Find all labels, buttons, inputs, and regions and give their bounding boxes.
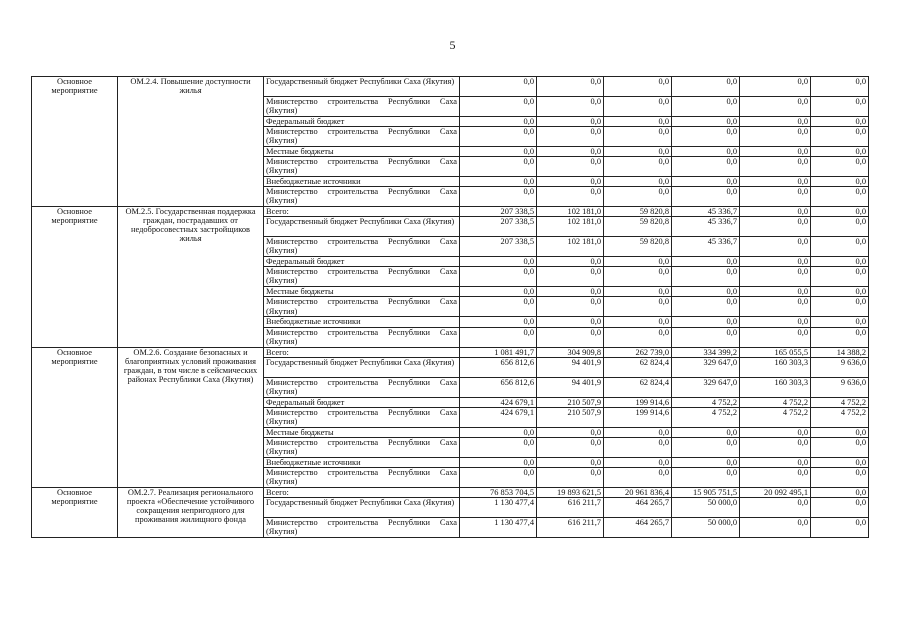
funding-source-cell: Государственный бюджет Республики Саха (Якутия) [264, 497, 460, 517]
table-row [32, 77, 869, 97]
amount-cell: 14 388,2 [811, 347, 869, 357]
amount-cell: 0,0 [460, 457, 537, 467]
amount-cell: 424 679,1 [460, 407, 537, 427]
amount-cell: 0,0 [672, 117, 740, 127]
amount-cell: 20 092 495,1 [740, 487, 811, 497]
amount-cell: 0,0 [811, 117, 869, 127]
amount-cell: 0,0 [740, 117, 811, 127]
amount-cell: 0,0 [537, 317, 604, 327]
amount-cell: 0,0 [740, 147, 811, 157]
amount-cell: 0,0 [811, 77, 869, 97]
event-type-cell: Основное мероприятие [32, 207, 118, 347]
amount-cell: 0,0 [740, 327, 811, 347]
amount-cell: 0,0 [811, 327, 869, 347]
amount-cell: 102 181,0 [537, 207, 604, 217]
amount-cell: 0,0 [811, 427, 869, 437]
amount-cell: 76 853 704,5 [460, 487, 537, 497]
amount-cell: 4 752,2 [811, 407, 869, 427]
funding-source-cell: Федеральный бюджет [264, 117, 460, 127]
amount-cell: 4 752,2 [811, 397, 869, 407]
amount-cell: 0,0 [811, 467, 869, 487]
amount-cell: 0,0 [537, 157, 604, 177]
amount-cell: 304 909,8 [537, 347, 604, 357]
event-type-cell: Основное мероприятие [32, 487, 118, 537]
funding-source-cell: Министерство строительства Республики Саха (Якутия) [264, 377, 460, 397]
funding-source-cell: Министерство строительства Республики Саха (Якутия) [264, 237, 460, 257]
amount-cell: 0,0 [672, 317, 740, 327]
amount-cell: 0,0 [604, 437, 672, 457]
amount-cell: 59 820,8 [604, 207, 672, 217]
funding-source-cell: Внебюджетные источники [264, 317, 460, 327]
amount-cell: 0,0 [460, 127, 537, 147]
amount-cell: 0,0 [604, 467, 672, 487]
funding-source-cell: Министерство строительства Республики Саха (Якутия) [264, 467, 460, 487]
funding-source-cell: Министерство строительства Республики Саха (Якутия) [264, 437, 460, 457]
funding-source-cell: Министерство строительства Республики Саха (Якутия) [264, 187, 460, 207]
table-row [32, 487, 869, 497]
amount-cell: 1 130 477,4 [460, 497, 537, 517]
amount-cell: 15 905 751,5 [672, 487, 740, 497]
amount-cell: 0,0 [604, 287, 672, 297]
event-name-cell: ОМ.2.6. Создание безопасных и благоприятных условий проживания граждан, в том числе в сейсмических районах Республики Саха (Якутия) [118, 347, 264, 487]
amount-cell: 0,0 [672, 267, 740, 287]
amount-cell: 19 893 621,5 [537, 487, 604, 497]
funding-source-cell: Государственный бюджет Республики Саха (Якутия) [264, 357, 460, 377]
amount-cell: 464 265,7 [604, 497, 672, 517]
amount-cell: 0,0 [537, 267, 604, 287]
amount-cell: 0,0 [740, 437, 811, 457]
amount-cell: 0,0 [460, 177, 537, 187]
amount-cell: 0,0 [460, 157, 537, 177]
amount-cell: 0,0 [811, 287, 869, 297]
amount-cell: 0,0 [604, 127, 672, 147]
funding-source-cell: Министерство строительства Республики Саха (Якутия) [264, 407, 460, 427]
amount-cell: 62 824,4 [604, 377, 672, 397]
amount-cell: 0,0 [811, 257, 869, 267]
amount-cell: 0,0 [672, 127, 740, 147]
amount-cell: 0,0 [604, 97, 672, 117]
amount-cell: 0,0 [672, 147, 740, 157]
amount-cell: 0,0 [740, 297, 811, 317]
amount-cell: 0,0 [811, 497, 869, 517]
event-name-cell: ОМ.2.4. Повышение доступности жилья [118, 77, 264, 207]
funding-source-cell: Министерство строительства Республики Саха (Якутия) [264, 297, 460, 317]
amount-cell: 0,0 [811, 517, 869, 537]
funding-source-cell: Министерство строительства Республики Саха (Якутия) [264, 517, 460, 537]
amount-cell: 424 679,1 [460, 397, 537, 407]
amount-cell: 0,0 [740, 517, 811, 537]
amount-cell: 0,0 [672, 187, 740, 207]
amount-cell: 94 401,9 [537, 357, 604, 377]
amount-cell: 0,0 [740, 257, 811, 267]
funding-source-cell: Министерство строительства Республики Саха (Якутия) [264, 97, 460, 117]
amount-cell: 50 000,0 [672, 517, 740, 537]
amount-cell: 207 338,5 [460, 217, 537, 237]
amount-cell: 0,0 [740, 457, 811, 467]
amount-cell: 0,0 [740, 237, 811, 257]
amount-cell: 210 507,9 [537, 407, 604, 427]
amount-cell: 0,0 [604, 457, 672, 467]
amount-cell: 0,0 [460, 97, 537, 117]
amount-cell: 0,0 [672, 427, 740, 437]
amount-cell: 59 820,8 [604, 217, 672, 237]
funding-source-cell: Местные бюджеты [264, 287, 460, 297]
amount-cell: 0,0 [672, 327, 740, 347]
amount-cell: 9 636,0 [811, 377, 869, 397]
amount-cell: 0,0 [537, 77, 604, 97]
amount-cell: 0,0 [537, 427, 604, 437]
funding-source-cell: Министерство строительства Республики Саха (Якутия) [264, 127, 460, 147]
amount-cell: 0,0 [537, 147, 604, 157]
funding-source-cell: Всего: [264, 487, 460, 497]
amount-cell: 0,0 [672, 297, 740, 317]
amount-cell: 210 507,9 [537, 397, 604, 407]
amount-cell: 0,0 [811, 207, 869, 217]
amount-cell: 0,0 [604, 117, 672, 127]
amount-cell: 0,0 [672, 157, 740, 177]
amount-cell: 160 303,3 [740, 357, 811, 377]
amount-cell: 0,0 [740, 157, 811, 177]
amount-cell: 0,0 [811, 457, 869, 467]
amount-cell: 0,0 [672, 97, 740, 117]
amount-cell: 0,0 [537, 467, 604, 487]
amount-cell: 0,0 [604, 317, 672, 327]
amount-cell: 0,0 [604, 177, 672, 187]
amount-cell: 0,0 [460, 77, 537, 97]
amount-cell: 0,0 [811, 317, 869, 327]
amount-cell: 4 752,2 [740, 407, 811, 427]
amount-cell: 0,0 [740, 427, 811, 437]
event-type-cell: Основное мероприятие [32, 347, 118, 487]
amount-cell: 329 647,0 [672, 377, 740, 397]
amount-cell: 0,0 [672, 457, 740, 467]
amount-cell: 0,0 [604, 297, 672, 317]
amount-cell: 656 812,6 [460, 377, 537, 397]
amount-cell: 199 914,6 [604, 407, 672, 427]
amount-cell: 0,0 [740, 467, 811, 487]
amount-cell: 0,0 [811, 177, 869, 187]
amount-cell: 0,0 [740, 497, 811, 517]
funding-source-cell: Министерство строительства Республики Саха (Якутия) [264, 157, 460, 177]
amount-cell: 0,0 [537, 187, 604, 207]
amount-cell: 165 055,5 [740, 347, 811, 357]
amount-cell: 0,0 [537, 327, 604, 347]
amount-cell: 0,0 [740, 77, 811, 97]
amount-cell: 262 739,0 [604, 347, 672, 357]
amount-cell: 464 265,7 [604, 517, 672, 537]
funding-source-cell: Федеральный бюджет [264, 397, 460, 407]
amount-cell: 0,0 [740, 187, 811, 207]
amount-cell: 0,0 [811, 237, 869, 257]
amount-cell: 329 647,0 [672, 357, 740, 377]
funding-source-cell: Министерство строительства Республики Саха (Якутия) [264, 267, 460, 287]
amount-cell: 0,0 [460, 267, 537, 287]
amount-cell: 0,0 [672, 467, 740, 487]
amount-cell: 4 752,2 [672, 407, 740, 427]
amount-cell: 199 914,6 [604, 397, 672, 407]
amount-cell: 0,0 [460, 187, 537, 207]
amount-cell: 59 820,8 [604, 237, 672, 257]
table-row [32, 347, 869, 357]
amount-cell: 0,0 [460, 437, 537, 457]
amount-cell: 94 401,9 [537, 377, 604, 397]
amount-cell: 0,0 [460, 317, 537, 327]
amount-cell: 0,0 [811, 97, 869, 117]
amount-cell: 45 336,7 [672, 237, 740, 257]
amount-cell: 0,0 [604, 187, 672, 207]
amount-cell: 0,0 [672, 177, 740, 187]
amount-cell: 0,0 [604, 147, 672, 157]
amount-cell: 0,0 [811, 217, 869, 237]
event-name-cell: ОМ.2.5. Государственная поддержка граждан, пострадавших от недобросовестных застройщиков жилья [118, 207, 264, 347]
amount-cell: 0,0 [537, 257, 604, 267]
amount-cell: 0,0 [672, 257, 740, 267]
amount-cell: 0,0 [740, 287, 811, 297]
amount-cell: 616 211,7 [537, 517, 604, 537]
amount-cell: 0,0 [460, 147, 537, 157]
amount-cell: 0,0 [604, 157, 672, 177]
budget-table [31, 76, 869, 538]
table-row [32, 207, 869, 217]
amount-cell: 656 812,6 [460, 357, 537, 377]
amount-cell: 0,0 [811, 267, 869, 287]
amount-cell: 0,0 [460, 327, 537, 347]
amount-cell: 160 303,3 [740, 377, 811, 397]
amount-cell: 102 181,0 [537, 217, 604, 237]
amount-cell: 4 752,2 [672, 397, 740, 407]
funding-source-cell: Внебюджетные источники [264, 457, 460, 467]
amount-cell: 0,0 [604, 427, 672, 437]
amount-cell: 0,0 [672, 287, 740, 297]
amount-cell: 0,0 [740, 177, 811, 187]
amount-cell: 0,0 [604, 267, 672, 287]
amount-cell: 0,0 [460, 257, 537, 267]
funding-source-cell: Государственный бюджет Республики Саха (Якутия) [264, 77, 460, 97]
event-name-cell: ОМ.2.7. Реализация регионального проекта «Обеспечение устойчивого сокращения непригодного для проживания жилищного фонда [118, 487, 264, 537]
amount-cell: 0,0 [460, 427, 537, 437]
amount-cell: 0,0 [537, 457, 604, 467]
amount-cell: 207 338,5 [460, 237, 537, 257]
amount-cell: 0,0 [740, 127, 811, 147]
page-number: 5 [449, 38, 456, 52]
amount-cell: 0,0 [604, 77, 672, 97]
amount-cell: 0,0 [537, 97, 604, 117]
funding-source-cell: Всего: [264, 347, 460, 357]
amount-cell: 0,0 [460, 117, 537, 127]
amount-cell: 616 211,7 [537, 497, 604, 517]
amount-cell: 207 338,5 [460, 207, 537, 217]
amount-cell: 0,0 [811, 127, 869, 147]
amount-cell: 0,0 [672, 437, 740, 457]
amount-cell: 0,0 [460, 297, 537, 317]
amount-cell: 102 181,0 [537, 237, 604, 257]
funding-source-cell: Местные бюджеты [264, 427, 460, 437]
amount-cell: 0,0 [537, 127, 604, 147]
amount-cell: 0,0 [811, 157, 869, 177]
amount-cell: 0,0 [811, 437, 869, 457]
amount-cell: 1 130 477,4 [460, 517, 537, 537]
amount-cell: 0,0 [811, 187, 869, 207]
amount-cell: 0,0 [740, 97, 811, 117]
amount-cell: 0,0 [740, 217, 811, 237]
amount-cell: 0,0 [740, 207, 811, 217]
amount-cell: 0,0 [672, 77, 740, 97]
amount-cell: 0,0 [740, 317, 811, 327]
amount-cell: 0,0 [537, 437, 604, 457]
amount-cell: 9 636,0 [811, 357, 869, 377]
amount-cell: 62 824,4 [604, 357, 672, 377]
amount-cell: 0,0 [537, 177, 604, 187]
amount-cell: 0,0 [811, 297, 869, 317]
amount-cell: 0,0 [460, 467, 537, 487]
funding-source-cell: Министерство строительства Республики Саха (Якутия) [264, 327, 460, 347]
amount-cell: 20 961 836,4 [604, 487, 672, 497]
amount-cell: 0,0 [811, 147, 869, 157]
amount-cell: 0,0 [604, 257, 672, 267]
funding-source-cell: Федеральный бюджет [264, 257, 460, 267]
amount-cell: 0,0 [811, 487, 869, 497]
amount-cell: 0,0 [537, 287, 604, 297]
amount-cell: 0,0 [604, 327, 672, 347]
amount-cell: 45 336,7 [672, 217, 740, 237]
amount-cell: 0,0 [460, 287, 537, 297]
funding-source-cell: Государственный бюджет Республики Саха (Якутия) [264, 217, 460, 237]
funding-source-cell: Местные бюджеты [264, 147, 460, 157]
amount-cell: 4 752,2 [740, 397, 811, 407]
amount-cell: 1 081 491,7 [460, 347, 537, 357]
amount-cell: 50 000,0 [672, 497, 740, 517]
amount-cell: 334 399,2 [672, 347, 740, 357]
funding-source-cell: Всего: [264, 207, 460, 217]
funding-source-cell: Внебюджетные источники [264, 177, 460, 187]
amount-cell: 0,0 [740, 267, 811, 287]
amount-cell: 0,0 [537, 117, 604, 127]
event-type-cell: Основное мероприятие [32, 77, 118, 207]
amount-cell: 0,0 [537, 297, 604, 317]
amount-cell: 45 336,7 [672, 207, 740, 217]
